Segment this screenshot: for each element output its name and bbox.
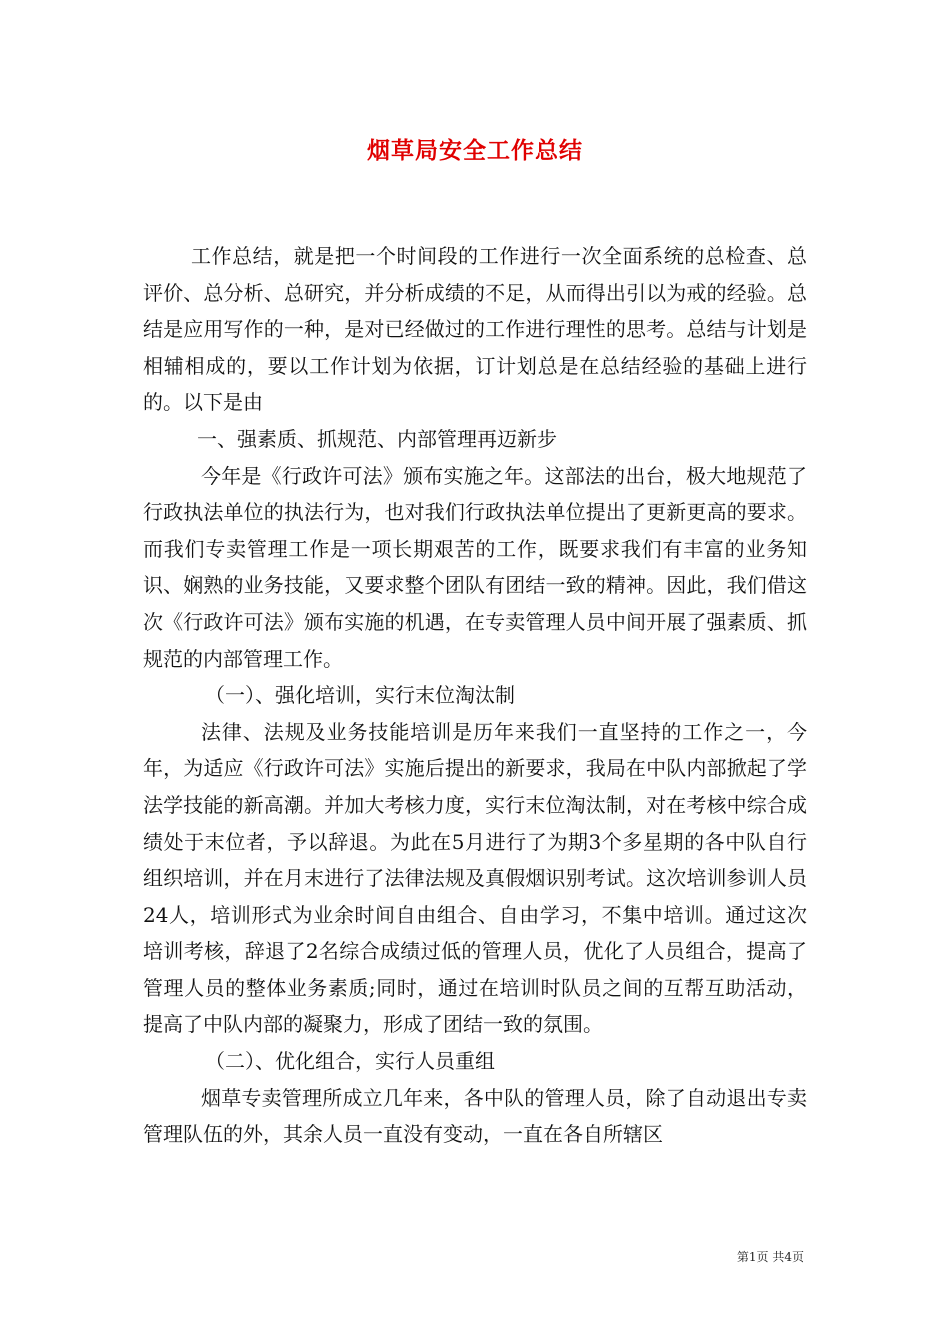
section-heading-1: 一、强素质、抓规范、内部管理再迈新步 [197, 426, 557, 451]
subsection-heading-2: （二）、优化组合，实行人员重组 [205, 1049, 495, 1074]
document-body [143, 238, 807, 1153]
body-paragraph: 今年是《行政许可法》颁布实施之年。这部法的出台，极大地规范了行政执法单位的执法行为，也对我们行政执法单位提出了更新更高的要求。而我们专卖管理工作是一项长期艰苦的工作，既要求我们有丰富的业务知识、娴熟的业务技能，又要求整个团队有团结一致的精神。因此，我们借这次《行政许可法》颁布实施的机遇，在专卖管理人员中间开展了强素质、抓规范的内部管理工作。 [143, 463, 807, 671]
body-paragraph: 烟草专卖管理所成立几年来，各中队的管理人员，除了自动退出专卖管理队伍的外，其余人员一直没有变动，一直在各自所辖区 [143, 1085, 807, 1147]
document-title: 烟草局安全工作总结 [367, 137, 583, 164]
subsection-heading-1: （一）、强化培训，实行末位淘汰制 [205, 683, 515, 708]
body-paragraph: 法律、法规及业务技能培训是历年来我们一直坚持的工作之一，今年，为适应《行政许可法》实施后提出的新要求，我局在中队内部掀起了学法学技能的新高潮。并加大考核力度，实行末位淘汰制，对在考核中综合成绩处于末位者，予以辞退。为此在5月进行了为期3个多星期的各中队自行组织培训，并在月末进行了法律法规及真假烟识别考试。这次培训参训人员24人，培训形式为业余时间自由组合、自由学习，不集中培训。通过这次培训考核，辞退了2名综合成绩过低的管理人员，优化了人员组合，提高了管理人员的整体业务素质;同时，通过在培训时队员之间的互帮互助活动，提高了中队内部的凝聚力，形成了团结一致的氛围。 [143, 719, 807, 1037]
intro-paragraph: 工作总结，就是把一个时间段的工作进行一次全面系统的总检查、总评价、总分析、总研究，并分析成绩的不足，从而得出引以为戒的经验。总结是应用写作的一种，是对已经做过的工作进行理性的思考。总结与计划是相辅相成的，要以工作计划为依据，订计划总是在总结经验的基础上进行的。以下是由 [143, 244, 807, 415]
page-footer: 第1页 共4页 [736, 1250, 804, 1264]
